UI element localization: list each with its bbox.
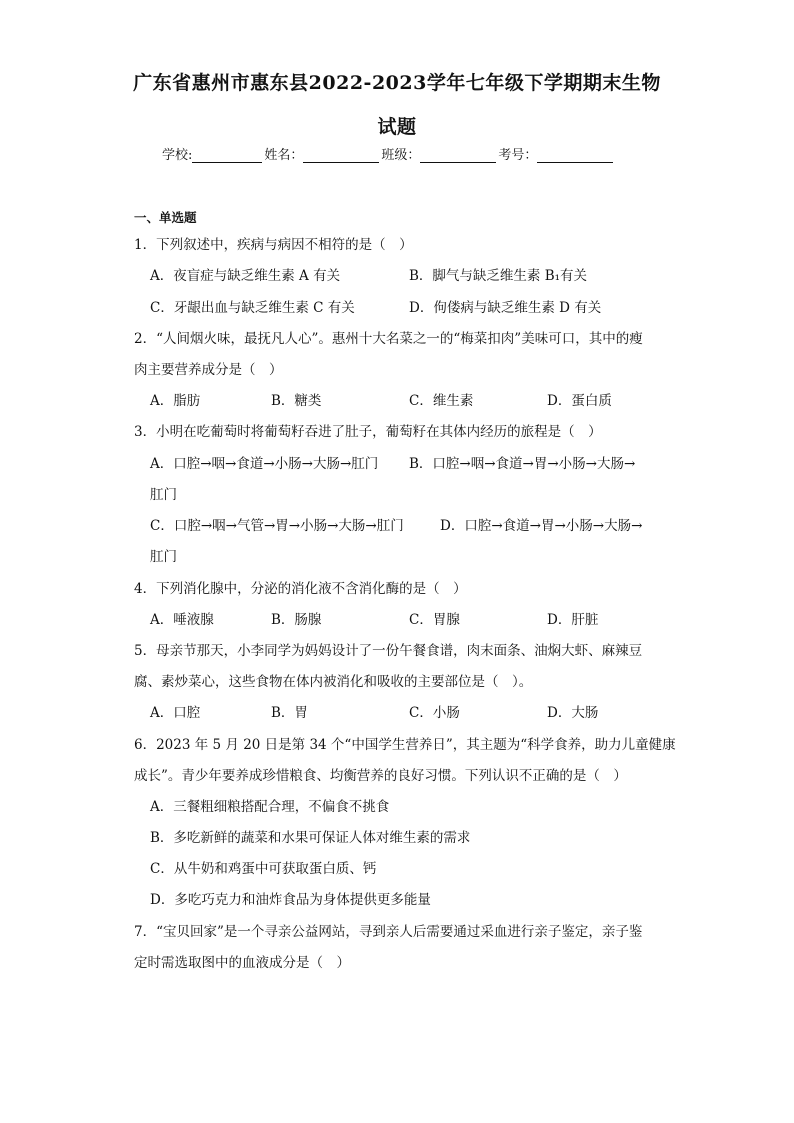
question-2-option-a[interactable]: A．脂肪 [150, 393, 201, 409]
question-6-stem-line1: 6．2023 年 5 月 20 日是第 34 个“中国学生营养日”，其主题为“科学食养，助力儿童健康 [134, 737, 676, 753]
question-7-stem-line1: 7．“宝贝回家”是一个寻亲公益网站，寻到亲人后需要通过采血进行亲子鉴定，亲子鉴 [134, 924, 643, 940]
name-label: 姓名： [264, 148, 304, 163]
school-label: 学校: [162, 148, 193, 163]
question-1-option-b[interactable]: B．脚气与缺乏维生素 B₁有关 [409, 268, 588, 284]
question-6-option-c[interactable]: C．从牛奶和鸡蛋中可获取蛋白质、钙 [150, 861, 377, 877]
question-1-option-c[interactable]: C．牙龈出血与缺乏维生素 C 有关 [150, 300, 355, 316]
question-6-stem-line2: 成长”。青少年要养成珍惜粮食、均衡营养的良好习惯。下列认识不正确的是（ ） [134, 768, 627, 784]
question-2-stem-line1: 2．“人间烟火味，最抚凡人心”。惠州十大名菜之一的“梅菜扣肉”美味可口，其中的瘦 [134, 331, 643, 347]
question-4-option-d[interactable]: D．肝脏 [547, 612, 599, 628]
question-3-stem: 3．小明在吃葡萄时将葡萄籽吞进了肚子，葡萄籽在其体内经历的旅程是（ ） [134, 424, 602, 440]
question-5-option-b[interactable]: B．胃 [271, 705, 308, 721]
question-2-option-b[interactable]: B．糖类 [271, 393, 322, 409]
question-6-option-a[interactable]: A．三餐粗细粮搭配合理，不偏食不挑食 [150, 799, 390, 815]
class-blank[interactable] [420, 148, 496, 163]
exam-number-label: 考号： [498, 148, 538, 163]
question-5-stem-line1: 5．母亲节那天，小李同学为妈妈设计了一份午餐食谱，肉末面条、油焖大虾、麻辣豆 [134, 643, 643, 659]
question-6-option-d[interactable]: D．多吃巧克力和油炸食品为身体提供更多能量 [150, 892, 431, 908]
section-heading: 一、单选题 [134, 210, 197, 225]
exam-title-line1: 广东省惠州市惠东县2022-2023学年七年级下学期期末生物 [133, 72, 661, 94]
question-3-option-b[interactable]: B．口腔→咽→食道→胃→小肠→大肠→ [409, 456, 636, 472]
student-info-row [162, 144, 615, 163]
question-5-option-c[interactable]: C．小肠 [409, 705, 460, 721]
school-blank[interactable] [192, 148, 262, 163]
question-3-option-a[interactable]: A．口腔→咽→食道→小肠→大肠→肛门 [150, 456, 379, 472]
exam-title-line2: 试题 [377, 116, 417, 138]
question-3-option-d-continued[interactable]: 肛门 [150, 549, 177, 565]
question-2-option-d[interactable]: D．蛋白质 [547, 393, 612, 409]
question-5-option-a[interactable]: A．口腔 [150, 705, 201, 721]
question-3-option-b-continued[interactable]: 肛门 [150, 487, 177, 503]
class-label: 班级： [381, 148, 421, 163]
question-7-stem-line2: 定时需选取图中的血液成分是（ ） [134, 955, 350, 971]
question-5-stem-line2: 腐、素炒菜心，这些食物在体内被消化和吸收的主要部位是（ ）。 [134, 674, 533, 690]
question-1-option-a[interactable]: A．夜盲症与缺乏维生素 A 有关 [150, 268, 341, 284]
question-4-stem: 4．下列消化腺中，分泌的消化液不含消化酶的是（ ） [134, 581, 467, 597]
question-3-option-c[interactable]: C．口腔→咽→气管→胃→小肠→大肠→肛门 [150, 518, 404, 534]
question-5-option-d[interactable]: D．大肠 [547, 705, 599, 721]
name-blank[interactable] [303, 148, 379, 163]
question-4-option-c[interactable]: C．胃腺 [409, 612, 460, 628]
question-4-option-b[interactable]: B．肠腺 [271, 612, 322, 628]
question-6-option-b[interactable]: B．多吃新鲜的蔬菜和水果可保证人体对维生素的需求 [150, 830, 471, 846]
question-4-option-a[interactable]: A．唾液腺 [150, 612, 214, 628]
question-2-stem-line2: 肉主要营养成分是（ ） [134, 362, 283, 378]
question-1-stem: 1．下列叙述中，疾病与病因不相符的是（ ） [134, 237, 413, 253]
question-2-option-c[interactable]: C．维生素 [409, 393, 474, 409]
question-3-option-d[interactable]: D．口腔→食道→胃→小肠→大肠→ [440, 518, 643, 534]
exam-number-blank[interactable] [537, 148, 613, 163]
question-1-option-d[interactable]: D．佝偻病与缺乏维生素 D 有关 [409, 300, 602, 316]
